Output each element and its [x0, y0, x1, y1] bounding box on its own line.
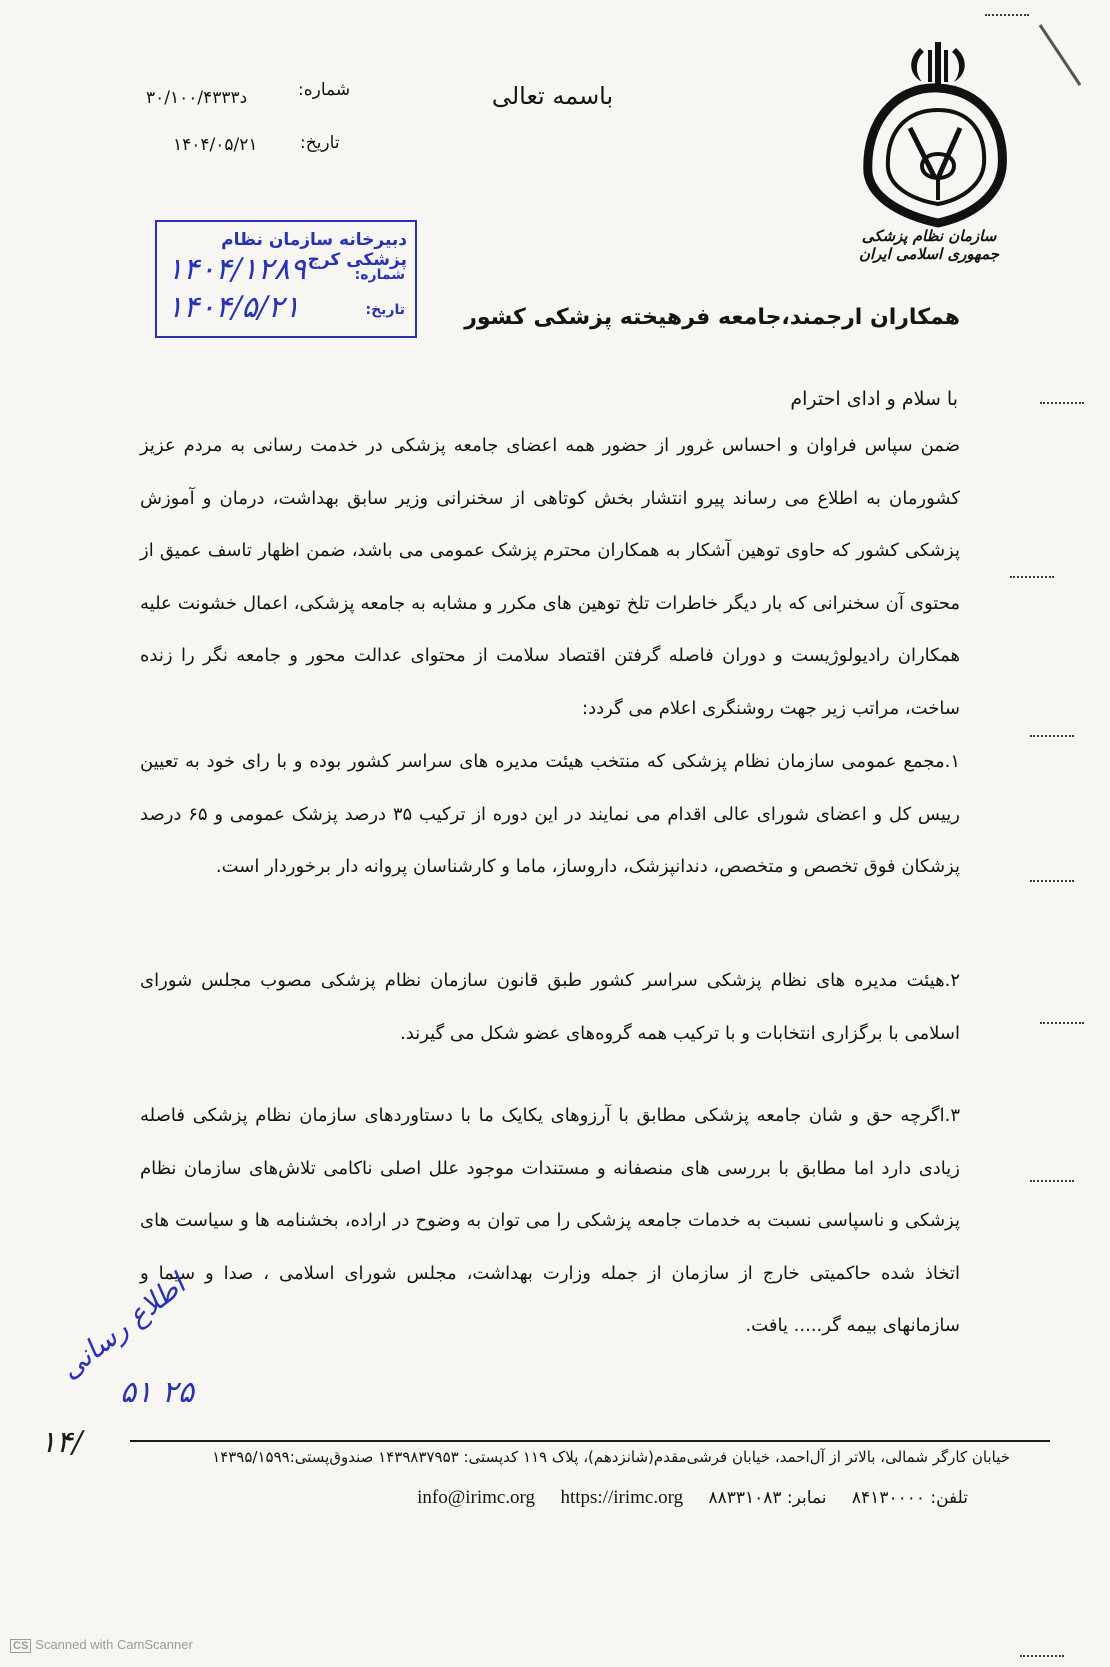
basmala-heading: باسمه تعالی [491, 82, 614, 110]
camscanner-label: Scanned with CamScanner [35, 1637, 193, 1652]
stamp-number-label: شماره: [354, 267, 405, 283]
camscanner-logo-icon: CS [10, 1639, 31, 1653]
stamp-number-value: ۱۴۰۴/۱۲۸۹ [167, 252, 307, 287]
stamp-title: دبیرخانه سازمان نظام پزشکی کرج [221, 230, 407, 270]
paragraph-item-1: ۱.مجمع عمومی سازمان نظام پزشکی که منتخب هیئت مدیره های سراسر کشور بوده و با رای خود به تعیین رییس کل و اعضای شورای عالی اقدام می نمایند در این دوره از ترکیب ۳۵ درصد پزشک عمومی و ۶۵ درصد پزشکان فوق تخصص و متخصص، دندانپزشک، داروساز، ماما و کارشناسان پروانه دار برخوردار است. [140, 751, 960, 877]
letter-salutation: همکاران ارجمند،جامعه فرهیخته پزشکی کشور [464, 305, 960, 330]
organization-name: سازمان نظام پزشکی جمهوری اسلامی ایران [858, 227, 1000, 263]
scan-artifact [1010, 576, 1054, 578]
stamp-date-label: تاریخ: [365, 302, 405, 318]
handwritten-mark: ۱۴/ [40, 1425, 83, 1460]
irimc-logo-emblem [840, 28, 1030, 258]
handwritten-number: ۵۱ ۲۵ [120, 1375, 194, 1410]
scan-artifact [1030, 880, 1074, 882]
scan-artifact [1040, 402, 1084, 404]
letter-number-label: شماره: [298, 80, 351, 100]
paragraph-item-3: ۳.اگرچه حق و شان جامعه پزشکی مطابق با آرزوهای یکایک ما با دستاوردهای سازمان نظام پزشکی فاصله زیادی دارد اما مطابق با بررسی های منصفانه و مستندات موجود علل اصلی ناکامی تلاش‌های سازمان نظام پزشکی و ناسپاسی نسبت به خدمات جامعه پزشکی را می توان به وضوح در اراده، بخشنامه ها و سیاست های اتخاذ شده حاکمیتی خارج از سازمان از جمله وزارت بهداشت، مجلس شورای اسلامی ، صدا و سیما و سازمانهای بیمه گر..... یافت. [140, 1105, 960, 1336]
footer-phone: تلفن: ۸۴۱۳۰۰۰۰ [851, 1488, 968, 1508]
footer-website-link[interactable]: https://irimc.org [560, 1487, 684, 1508]
letter-number-value: ۳۰/۱۰۰/۴۳۳۳د [146, 88, 248, 108]
footer-contact-row [258, 1487, 978, 1509]
scan-artifact [1040, 1022, 1084, 1024]
footer-email-link[interactable]: info@irimc.org [417, 1487, 536, 1508]
letter-greeting: با سلام و ادای احترام [790, 388, 958, 410]
handwritten-note: اطلاع رسانی [53, 1267, 192, 1386]
secretariat-stamp [155, 220, 417, 338]
paragraph-intro: ضمن سپاس فراوان و احساس غرور از حضور همه اعضای جامعه پزشکی در خدمت رسانی به مردم عزیز کشورمان به اطلاع می رساند پیرو انتشار بخش کوتاهی از سخنرانی وزیر سابق بهداشت، درمان و آموزش پزشکی کشور که حاوی توهین آشکار به همکاران محترم پزشک عمومی می باشد، ضمن اظهار تاسف عمیق از محتوی آن سخنرانی که بار دیگر خاطرات تلخ توهین های مکرر و مشابه به جامعه پزشکی، اعمال خشونت علیه همکاران رادیولوژیست و دوران فاصله گرفتن اقتصاد سلامت از محتوای عدالت محور و جامعه نگر را زنده ساخت، مراتب زیر جهت روشنگری اعلام می گردد: [140, 435, 960, 719]
scan-artifact [1030, 735, 1074, 737]
scan-artifact [985, 14, 1029, 16]
footer-address: خیابان کارگر شمالی، بالاتر از آل‌احمد، خیابان فرشی‌مقدم(شانزدهم)، پلاک ۱۱۹ کدپستی: ۱۴۳۹۸۳۷۹۵۳ صندوق‌پستی:۱۴۳۹۵/۱۵۹۹ [212, 1448, 1010, 1466]
staple-mark-icon [1035, 20, 1085, 90]
letter-date-label: تاریخ: [300, 133, 340, 153]
stamp-date-value: ۱۴۰۴/۵/۲۱ [167, 290, 301, 325]
scan-artifact [1030, 1180, 1074, 1182]
footer-divider [130, 1440, 1050, 1442]
camscanner-watermark [10, 1637, 193, 1653]
footer-fax: نمابر: ۸۸۳۳۱۰۸۳ [708, 1488, 827, 1508]
scan-artifact [1020, 1655, 1064, 1657]
letter-date-value: ۱۴۰۴/۰۵/۲۱ [173, 135, 258, 155]
paragraph-item-2: ۲.هیئت مدیره های نظام پزشکی سراسر کشور طبق قانون سازمان نظام پزشکی مصوب مجلس شورای اسلامی با برگزاری انتخابات و با ترکیب همه گروه‌های عضو شکل می گیرند. [140, 970, 960, 1044]
